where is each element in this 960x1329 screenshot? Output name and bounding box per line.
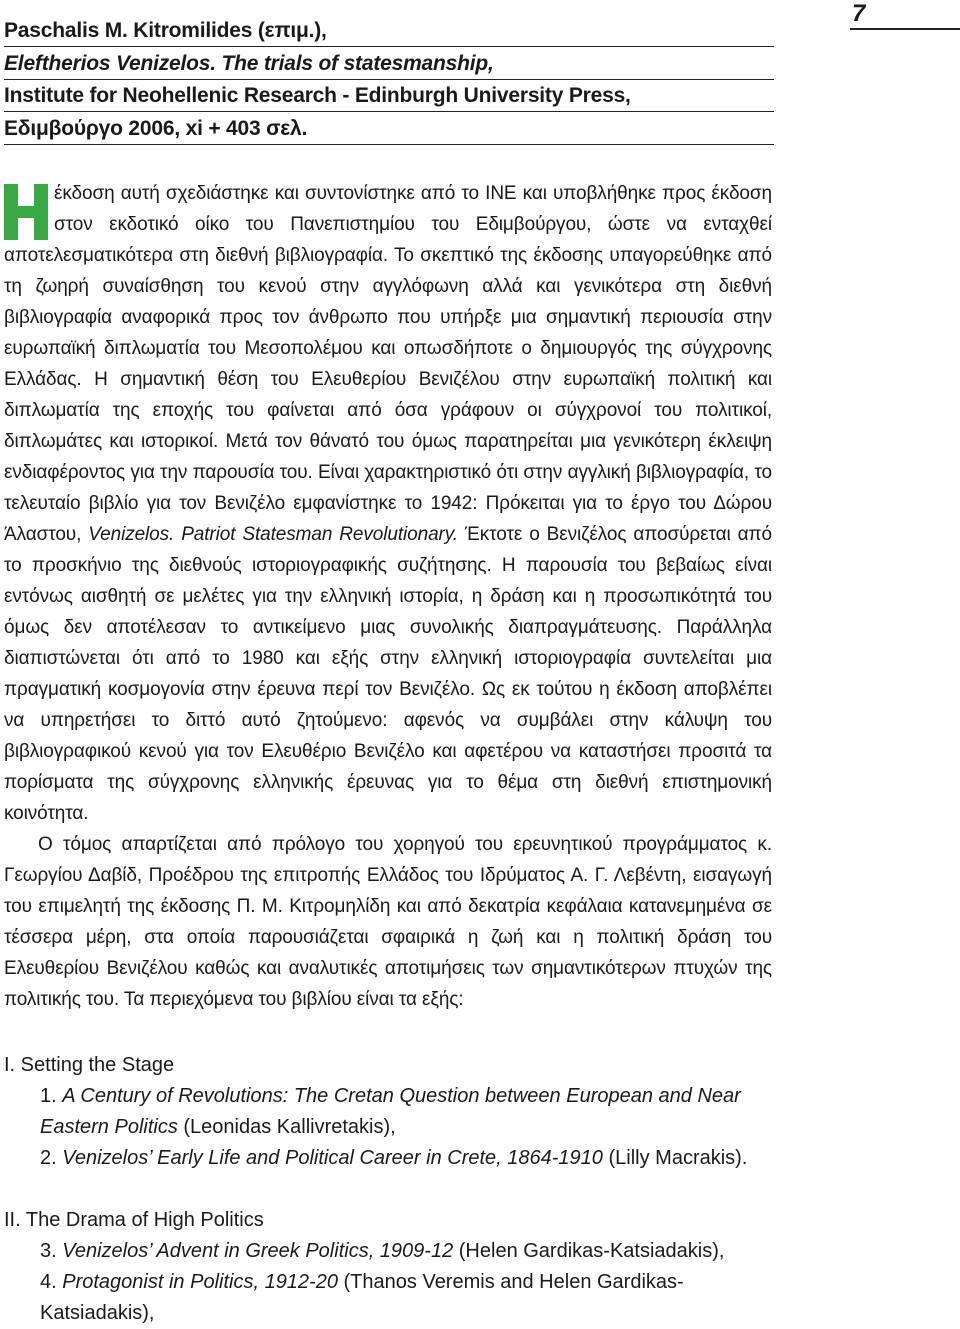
toc-item-author: (Leonidas Kallivretakis), bbox=[177, 1116, 396, 1138]
toc-item-author: (Thanos Veremis and Helen Gardikas-Katsiadakis), bbox=[40, 1271, 684, 1324]
toc-item-number: 4. bbox=[40, 1271, 63, 1293]
toc-item bbox=[4, 1143, 784, 1174]
paragraph-intro bbox=[4, 178, 772, 829]
toc-item-author: (Lilly Macrakis). bbox=[602, 1147, 748, 1169]
page-number: 7 bbox=[852, 0, 866, 27]
review-body bbox=[4, 178, 772, 1015]
toc-part-1 bbox=[4, 1050, 784, 1174]
paragraph-contents: Ο τόμος απαρτίζεται από πρόλογο του χορηγού του ερευνητικού προγράμματος κ. Γεωργίου Δαβίδ, Προέδρου της επιτροπής Ελλάδος του Ιδρύματος Α. Γ. Λεβέντη, εισαγωγή του επιμελητή της έκδοσης Π. Μ. Κιτρομηλίδη και από δεκατρία κεφάλαια κατανεμημένα σε τέσσερα μέρη, στα οποία παρουσιάζεται σφαιρικά η ζωή και η πολιτική δράση του Ελευθερίου Βενιζέλου καθώς και αναλυτικές αποτιμήσεις των σημαντικότερων πτυχών της πολιτικής του. Τα περιεχόμενα του βιβλίου είναι τα εξής: bbox=[4, 834, 772, 1010]
toc-item-number: 1. bbox=[40, 1085, 63, 1107]
toc-item-title: Protagonist in Politics, 1912-20 bbox=[62, 1271, 338, 1293]
paragraph-intro-text-a: έκδοση αυτή σχεδιάστηκε και συντονίστηκε από το ΙΝΕ και υποβλήθηκε προς έκδοση στον εκδοτικό οίκο του Πανεπιστημίου του Εδιμβούργου, ώστε να ενταχθεί αποτελεσματικότερα στη διεθνή βιβλιογραφία. Το σκεπτικό της έκδοσης υπαγορεύθηκε από τη ζωηρή συναίσθηση του κενού στην αγγλόφωνη αλλά και γενικότερα στη διεθνή βιβλιογραφία αναφορικά προς τον άνθρωπο που υπήρξε μια σημαντική περιουσία στην ευρωπαϊκή διπλωματία του Μεσοπολέμου και οπωσδήποτε ο δημιουργός της σύγχρονης Ελλάδας. Η σημαντική θέση του Ελευθερίου Βενιζέλου στην ευρωπαϊκή πολιτική και διπλωματία της εποχής του φαίνεται από όσα γράφουν οι σύγχρονοί του πολιτικοί, διπλωμάτες και ιστορικοί. Μετά τον θάνατό του όμως παρατηρείται μια γενικότερη έκλειψη ενδιαφέροντος για την παρουσία του. Είναι χαρακτηριστικό ότι στην αγγλική βιβλιογραφία, το τελευταίο βιβλίο για τον Βενιζέλο εμφανίστηκε το 1942: Πρόκειται για το έργο του Δώρου Άλαστου, bbox=[4, 183, 772, 545]
dropcap-letter-icon bbox=[4, 184, 48, 240]
citation-publisher: Institute for Neohellenic Research - Edinburgh University Press, bbox=[4, 81, 774, 112]
toc-part-title: II. The Drama of High Politics bbox=[4, 1209, 264, 1231]
toc-part-2 bbox=[4, 1205, 784, 1329]
citation-editor: Paschalis M. Kitromilides (επιμ.), bbox=[4, 16, 774, 47]
page-number-rule bbox=[850, 28, 960, 30]
toc-item-author: (Helen Gardikas-Katsiadakis), bbox=[453, 1240, 725, 1262]
paragraph-intro-text-b: Έκτοτε ο Βενιζέλος αποσύρεται από το προσκήνιο της διεθνούς ιστοριογραφικής συζήτησης. Η παρουσία του βεβαίως είναι εντόνως αισθητή σε μελέτες για την ελληνική ιστορία, η δράση και η προσωπικότητά του όμως δεν αποτέλεσαν το αντικείμενο μιας συνολικής διαπραγμάτευσης. Παράλληλα διαπιστώνεται ότι από το 1980 και εξής στην ελληνική ιστοριογραφία συντελείται μια πραγματική κοσμογονία στην έρευνα περί τον Βενιζέλο. Ως εκ τούτου η έκδοση αποβλέπει να υπηρετήσει το διττό αυτό ζητούμενο: αφενός να συμβάλει στην κάλυψη του βιβλιογραφικού κενού για τον Ελευθέριο Βενιζέλο και αφετέρου να καταστήσει προσιτά τα πορίσματα της σύγχρονης ελληνικής έρευνας για το θέμα στη διεθνή επιστημονική κοινότητα. bbox=[4, 524, 772, 824]
toc-item-number: 2. bbox=[40, 1147, 63, 1169]
table-of-contents bbox=[4, 1050, 784, 1329]
citation-place-year: Εδιμβούργο 2006, xi + 403 σελ. bbox=[4, 114, 774, 145]
citation-title: Eleftherios Venizelos. The trials of statesmanship, bbox=[4, 49, 774, 80]
toc-item-number: 3. bbox=[40, 1240, 63, 1262]
toc-item bbox=[4, 1081, 784, 1143]
cited-book-title: Venizelos. Patriot Statesman Revolutionary. bbox=[88, 524, 458, 545]
toc-item bbox=[4, 1267, 784, 1329]
toc-item bbox=[4, 1236, 784, 1267]
book-citation bbox=[4, 16, 774, 146]
toc-item-title: Venizelos’ Early Life and Political Career in Crete, 1864-1910 bbox=[62, 1147, 603, 1169]
toc-item-title: A Century of Revolutions: The Cretan Question between European and Near Eastern Politics bbox=[40, 1085, 741, 1138]
toc-item-title: Venizelos’ Advent in Greek Politics, 1909-12 bbox=[62, 1240, 454, 1262]
toc-part-title: I. Setting the Stage bbox=[4, 1054, 175, 1076]
